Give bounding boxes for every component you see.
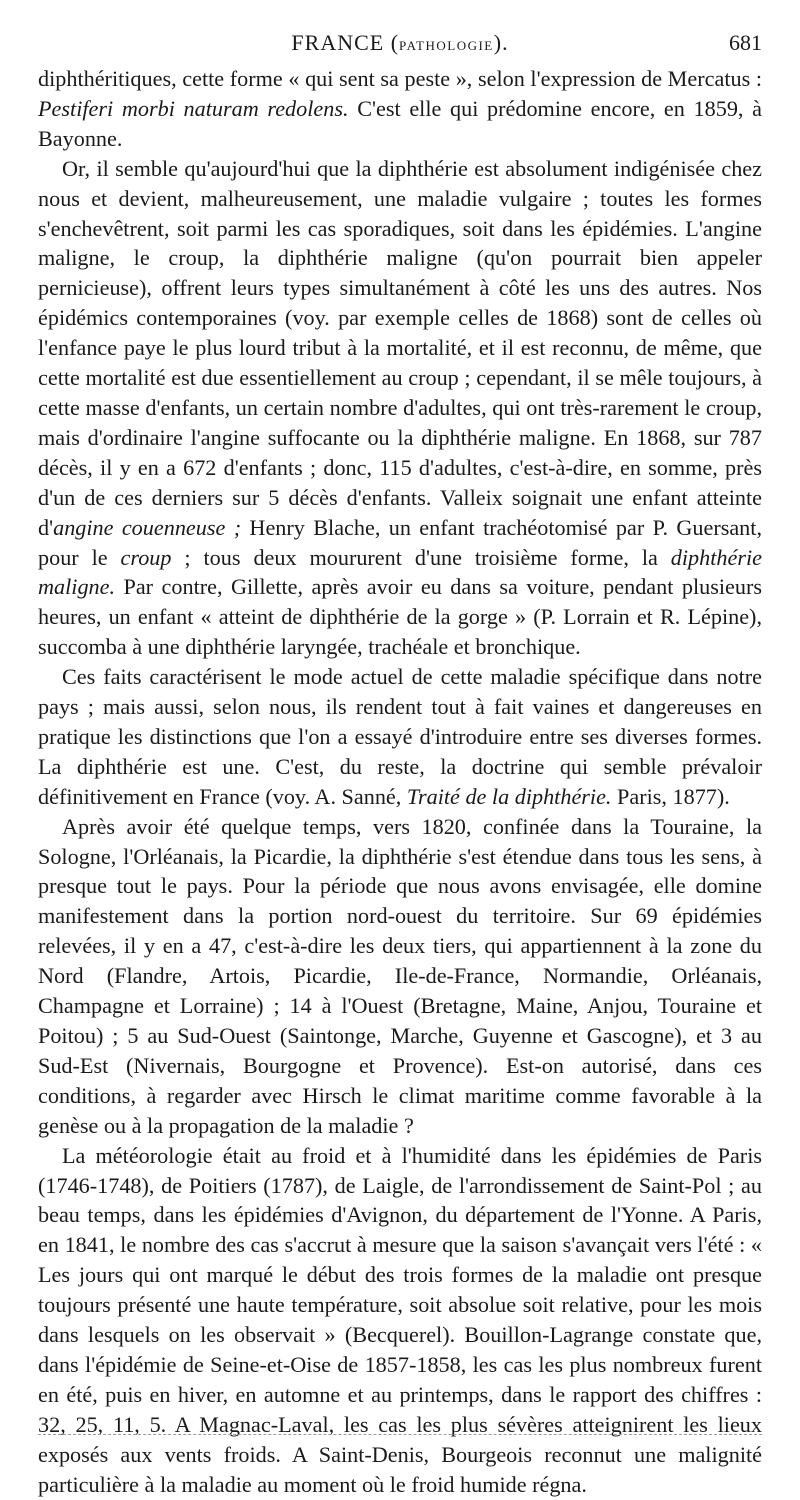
running-title-smallcaps: PATHOLOGIE [399, 38, 494, 53]
running-title-main: FRANCE ( [291, 30, 400, 55]
page-number: 681 [729, 30, 762, 55]
p3-book-title: Traité de la diphthérie. [406, 783, 612, 809]
running-title [38, 30, 762, 56]
running-head [38, 30, 762, 64]
p2-text-e: ; tous deux moururent d'une troisième forme, la [171, 544, 671, 570]
p2-italic-f: diphthérie maligne. [38, 544, 762, 600]
p1-text-c: C'est elle qui prédomine encore, en 1859, à Bayonne. [38, 95, 762, 151]
p2-text-g: Par contre, Gillette, après avoir eu dans sa voiture, pendant plusieurs heures, un enfant « atteint de diphthérie de la gorge » (P. Lorrain et R. Lépine), succomba à une diphthérie laryngée, trachéale et bronchique. [38, 574, 762, 660]
paragraph-4: Après avoir été quelque temps, vers 1820, confinée dans la Touraine, la Sologne, l'Orléanais, la Picardie, la diphthérie s'est étendue dans tous les sens, à presque tout le pays. Pour la période que nous avons envisagée, elle domine manifestement dans la portion nord-ouest du territoire. Sur 69 épidémies relevées, il y en a 47, c'est-à-dire les deux tiers, qui appartiennent à la zone du Nord (Flandre, Artois, Picardie, Ile-de-France, Normandie, Orléanais, Champagne et Lorraine) ; 14 à l'Ouest (Bretagne, Maine, Anjou, Touraine et Poitou) ; 5 au Sud-Ouest (Saintonge, Marche, Guyenne et Gascogne), et 3 au Sud-Est (Nivernais, Bourgogne et Provence). Est-on autorisé, dans ces conditions, à regarder avec Hirsch le climat maritime comme favorable à la genèse ou à la propagation de la maladie ? [38, 813, 762, 1138]
body-text [38, 64, 762, 1500]
p2-italic-b: angine couenneuse ; [53, 514, 242, 540]
paragraph-3 [38, 662, 762, 812]
p2-text-a: Or, il semble qu'aujourd'hui que la diphthérie est absolument indigénisée chez nous et devient, malheureusement, une maladie vulgaire ; toutes les formes s'enchevêtrent, soit parmi les cas sporadiques, soit dans les épidémies. L'angine maligne, le croup, la diphthérie maligne (qu'on pourrait bien appeler pernicieuse), offrent leurs types simultanément à côté les uns des autres. Nos épidémics contemporaines (voy. par exemple celles de 1868) sont de celles où l'enfance paye le plus lourd tribut à la mortalité, et il est reconnu, de même, que cette mortalité est due essentiellement au croup ; cependant, il se mêle toujours, à cette masse d'enfants, un certain nombre d'adultes, qui ont très-rarement le croup, mais d'ordinaire l'angine suffocante ou la diphthérie maligne. En 1868, sur 787 décès, il y en a 672 d'enfants ; donc, 115 d'adultes, c'est-à-dire, en somme, près d'un de ces derniers sur 5 décès d'enfants. Valleix soignait une enfant atteinte d' [38, 155, 762, 540]
p1-latin-quote: Pestiferi morbi naturam redolens. [38, 95, 349, 121]
footer-rule [38, 1434, 762, 1435]
paragraph-1 [38, 64, 762, 154]
p2-text-c: Henry Blache, un enfant trachéotomisé par P. Guersant, pour le [38, 514, 762, 570]
running-title-end: ). [493, 30, 509, 55]
p3-text-a: Ces faits caractérisent le mode actuel de cette maladie spécifique dans notre pays ; mais aussi, selon nous, ils rendent tout à fait vaines et dangereuses en pratique les distinctions que l'on a essayé d'introduire entre ses diverses formes. La diphthérie est une. C'est, du reste, la doctrine qui semble prévaloir définitivement en France (voy. A. Sanné, [38, 664, 762, 809]
p3-text-c: Paris, 1877). [611, 783, 730, 809]
paragraph-2 [38, 154, 762, 662]
p2-italic-d: croup [120, 544, 172, 570]
p1-text-a: diphthéritiques, cette forme « qui sent sa peste », selon l'expression de Mercatus : [38, 66, 762, 91]
paragraph-5: La météorologie était au froid et à l'humidité dans les épidémies de Paris (1746-1748), de Poitiers (1787), de Laigle, de l'arrondissement de Saint-Pol ; au beau temps, dans les épidémies d'Avignon, du département de l'Yonne. A Paris, en 1841, le nombre des cas s'accrut à mesure que la saison s'avançait vers l'été : « Les jours qui ont marqué le début des trois formes de la maladie ont presque toujours présenté une haute température, soit absolue soit relative, pour les mois dans lesquels on les observait » (Becquerel). Bouillon-Lagrange constate que, dans l'épidémie de Seine-et-Oise de 1857-1858, les cas les plus nombreux furent en été, puis en hiver, en automne et au printemps, dans le rapport des chiffres : 32, 25, 11, 5. A Magnac-Laval, les cas les plus sévères atteignirent les lieux exposés aux vents froids. A Saint-Denis, Bourgeois reconnut une malignité particulière à la maladie au moment où le froid humide régna. [38, 1142, 762, 1497]
